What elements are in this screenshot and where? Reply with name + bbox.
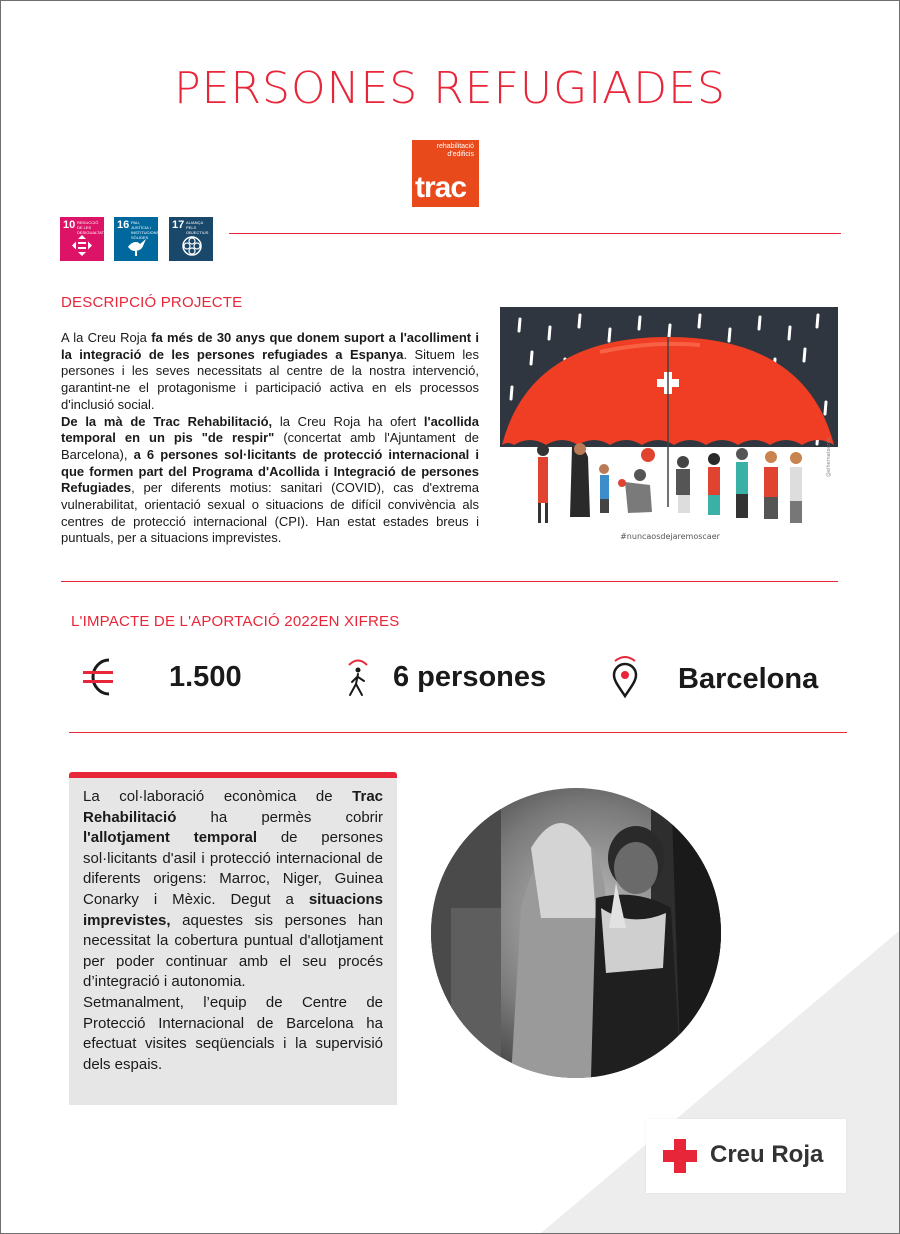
description-paragraph-1 <box>61 330 479 414</box>
euro-icon <box>83 656 121 698</box>
refugees-photo <box>431 788 721 1078</box>
impact-people-value: 6 persones <box>393 661 547 693</box>
sdg-10-badge <box>60 217 107 261</box>
text-run-bold: Trac Rehabilitació <box>83 788 383 826</box>
sdg-number: 17 <box>172 219 185 231</box>
sdg-17-badge <box>169 217 213 261</box>
trac-tagline-2: d'edificis <box>447 151 474 158</box>
umbrella-illustration <box>500 307 838 545</box>
description-text <box>61 330 479 547</box>
text-run: ha permès cobrir <box>176 808 383 826</box>
text-run: de persones sol·licitants d'asil i protecció internacional de diferents origens: Marroc, Niger, Guinea Conarky i Mèxic. Degut a <box>83 829 383 908</box>
creu-roja-logo <box>646 1119 846 1193</box>
equality-arrows-icon <box>72 235 92 257</box>
impact-location-value: Barcelona <box>678 663 819 695</box>
text-run: aquestes sis persones han necessitat la cobertura puntual d'allotjament per poder continuar amb el seu procés d’integració i autonomia. <box>83 911 383 991</box>
red-cross-icon <box>663 1139 697 1173</box>
trac-wordmark: trac <box>415 171 467 204</box>
collaboration-paragraph-1 <box>83 787 383 993</box>
impact-amount-value: 1.500 <box>169 661 242 693</box>
text-run: , per diferents motius: sanitari (COVID), cas d'extrema vulnerabilitat, orientació sexual o situacions de difícil convivència als centres de protecció internacional (CPI). Han estat estades breus i puntuals, per a situacions imprevistes. <box>61 480 479 546</box>
text-run-bold: l'acollida temporal en un pis "de respir" <box>61 413 479 446</box>
trac-tagline-1: rehabilitació <box>436 143 474 150</box>
text-run: . Situem les persones i les seves necessitats al centre de la nostra intervenció, garantint-ne el protagonisme i participació activa en els processos d'inclusió social. <box>61 346 479 412</box>
page-title: PERSONES REFUGIADES <box>174 63 726 114</box>
divider-bottom <box>69 732 847 733</box>
person-walking-icon <box>343 657 373 699</box>
illustration-hashtag: #nuncaosdejaremoscaer <box>620 532 720 541</box>
text-run-bold: fa més de 30 anys que donem suport a l'acolliment i la integració de les persones refugiades a Espanya <box>61 330 480 362</box>
text-run: (concertat amb l'Ajuntament de Barcelona), <box>61 430 479 462</box>
collaboration-text <box>83 787 383 1075</box>
text-run-bold: a 6 persones sol·licitants de protecció internacional i que formen part del Programa d'Acollida i Integració de persones Refugiades <box>61 446 480 496</box>
sdg-16-badge <box>114 217 158 261</box>
sdg-label: ALIANÇA PELS OBJECTIUS <box>186 220 209 235</box>
collaboration-panel <box>69 778 397 1105</box>
sdg-number: 16 <box>117 219 130 231</box>
collaboration-paragraph-2 <box>83 993 383 1075</box>
text-run: La col·laboració econòmica de <box>83 788 353 805</box>
trac-logo <box>412 140 479 207</box>
location-pin-icon <box>610 655 640 699</box>
illustration-credit: @elhematocrito <box>826 437 832 477</box>
text-run-bold: situacions imprevistes, <box>83 890 383 929</box>
creu-roja-wordmark: Creu Roja <box>710 1141 824 1168</box>
text-run: Setmanalment, l’equip de Centre de Protecció Internacional de Barcelona ha efectuat visites seqüencials i la supervisió dels espais. <box>83 993 383 1073</box>
section-heading-impact: L'IMPACTE DE L'APORTACIÓ 2022EN XIFRES <box>71 613 400 630</box>
sdg-number: 10 <box>63 219 76 231</box>
description-paragraph-2 <box>61 414 479 548</box>
text-run-bold: De la mà de Trac Rehabilitació, <box>61 413 273 429</box>
trac-tagline <box>437 143 474 159</box>
partnership-flower-icon <box>181 235 203 257</box>
text-run: A la Creu Roja <box>61 330 152 345</box>
divider-top <box>229 233 841 234</box>
text-run: la Creu Roja ha ofert <box>272 413 424 429</box>
dove-icon <box>126 235 148 257</box>
section-heading-description: DESCRIPCIÓ PROJECTE <box>61 294 243 311</box>
divider-middle <box>61 581 838 582</box>
sdg-label: REDUCCIÓ DE LES DESIGUALTATS <box>77 220 107 235</box>
sdg-label: PAU, JUSTÍCIA I INSTITUCIONS SÒLIDES <box>131 220 160 240</box>
text-run-bold: l'allotjament temporal <box>83 829 258 847</box>
refugees-photo-image <box>431 788 721 1078</box>
